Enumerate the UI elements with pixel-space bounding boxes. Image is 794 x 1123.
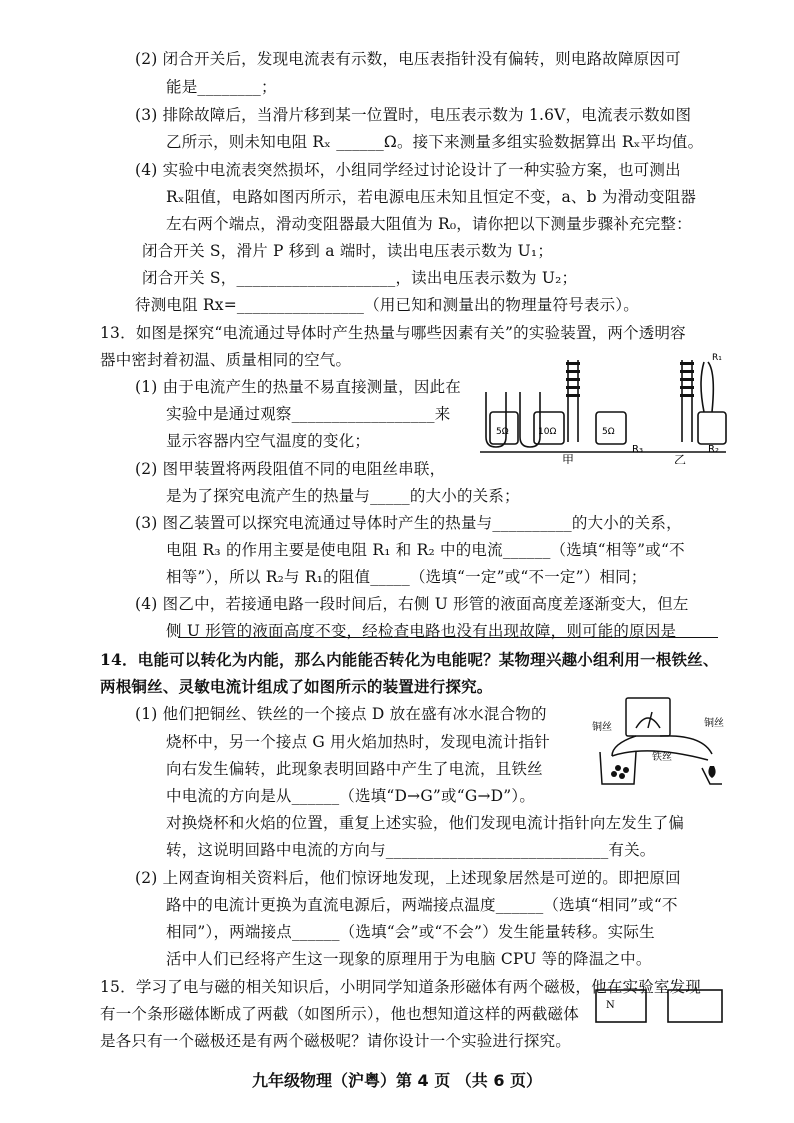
q12-part2-line2: 能是________；: [166, 78, 277, 96]
q15-stem-line3: 是各只有一个磁极还是有两个磁极呢？请你设计一个实验进行探究。: [100, 1032, 572, 1050]
q12-step1: 闭合开关 S，滑片 P 移到 a 端时，读出电压表示数为 U₁；: [142, 242, 554, 260]
fig-res-5b: 5Ω: [602, 427, 615, 437]
q12-part4-line3: 左右两个端点，滑动变阻器最大阻值为 R₀，请你把以下测量步骤补充完整：: [166, 215, 692, 233]
q13-part2-line2: 是为了探究电流产生的热量与_____的大小的关系；: [166, 487, 520, 505]
fig-copper-right: 铜丝: [704, 718, 724, 729]
q14-part1-line6: 转，这说明回路中电流的方向与____________________________有关。: [166, 841, 656, 859]
fig-magnet-n: N: [606, 1000, 615, 1011]
q15-stem-line2: 有一个条形磁体断成了两截（如图所示），他也想知道这样的两截磁体: [100, 1005, 579, 1023]
q13-part3-line3: 相等”），所以 R₂与 R₁的阻值_____（选填“一定”或“不一定”）相同；: [166, 568, 647, 586]
fig-label-yi: 乙: [674, 453, 687, 464]
q12-part2-line1: (2) 闭合开关后，发现电流表有示数，电压表指针没有偏转，则电路故障原因可: [135, 50, 681, 68]
q13-part3-line2: 电阻 R₃ 的作用主要是使电阻 R₁ 和 R₂ 中的电流______（选填“相等”或“不: [166, 541, 685, 559]
q15-broken-magnet-figure: [594, 986, 726, 1026]
q14-part2-line1: (2) 上网查询相关资料后，他们惊讶地发现，上述现象居然是可逆的。即把原回: [135, 869, 681, 887]
q13-part2-line1: (2) 图甲装置将两段阻值不同的电阻丝串联，: [135, 460, 446, 478]
q13-part1-line1: (1) 由于电流产生的热量不易直接测量，因此在: [135, 378, 461, 396]
fig-label-jia: 甲: [562, 453, 575, 464]
fig-label-r3: R₃: [632, 444, 643, 455]
q14-part1-line1: (1) 他们把铜丝、铁丝的一个接点 D 放在盛有冰水混合物的: [135, 705, 547, 723]
q12-step2: 闭合开关 S，____________________，读出电压表示数为 U₂；: [142, 269, 578, 287]
q14-part2-line3: 相同”），两端接点______（选填“会”或“不会”）发生能量转移。实际生: [166, 923, 655, 941]
fig-label-r2: R₂: [708, 444, 719, 455]
fig-res-10: 10Ω: [538, 427, 557, 437]
q14-stem-line1: 14．电能可以转化为内能，那么内能能否转化为电能呢？某物理兴趣小组利用一根铁丝、: [100, 650, 719, 669]
q14-part1-line2: 烧杯中，另一个接点 G 用火焰加热时，发现电流计指针: [166, 733, 550, 751]
q12-step3: 待测电阻 Rx=________________（用已知和测量出的物理量符号表示）。: [135, 296, 639, 314]
q14-part1-line5: 对换烧杯和火焰的位置，重复上述实验，他们发现电流计指针向左发生了偏: [166, 814, 685, 832]
q13-stem-line2: 器中密封着初温、质量相同的空气。: [100, 351, 352, 369]
q13-heating-apparatus-figure: [476, 352, 730, 464]
fig-label-r1: R₁: [712, 353, 722, 363]
q12-part3-line1: (3) 排除故障后，当滑片移到某一位置时，电压表示数为 1.6V，电流表示数如图: [135, 106, 692, 124]
fig-copper-left: 铜丝: [592, 722, 612, 733]
q12-part4-line1: (4) 实验中电流表突然损坏，小组同学经过讨论设计了一种实验方案，也可测出: [135, 161, 681, 179]
q13-answer-line: [178, 637, 718, 638]
q15-stem-line1: 15．学习了电与磁的相关知识后，小明同学知道条形磁体有两个磁极，他在实验室发现: [100, 978, 702, 996]
fig-iron: 铁丝: [652, 752, 672, 763]
q14-thermocouple-figure: [592, 694, 732, 790]
q13-part4-line1: (4) 图乙中，若接通电路一段时间后，右侧 U 形管的液面高度差逐渐变大，但左: [135, 595, 689, 613]
q13-part1-line2: 实验中是通过观察__________________来: [166, 405, 451, 423]
fig-res-5a: 5Ω: [496, 427, 509, 437]
page-footer: 九年级物理（沪粤）第 4 页 （共 6 页）: [251, 1071, 543, 1090]
q12-part3-line2: 乙所示，则未知电阻 Rₓ ______Ω。接下来测量多组实验数据算出 Rₓ平均值。: [166, 133, 704, 151]
q14-part1-line4: 中电流的方向是从______（选填“D→G”或“G→D”）。: [166, 787, 536, 805]
q13-stem-line1: 13．如图是探究“电流通过导体时产生热量与哪些因素有关”的实验装置，两个透明容: [100, 324, 686, 342]
q14-part1-line3: 向右发生偏转，此现象表明回路中产生了电流，且铁丝: [166, 760, 543, 778]
q14-part2-line4: 活中人们已经将产生这一现象的原理用于为电脑 CPU 等的降温之中。: [166, 950, 652, 968]
q12-part4-line2: Rₓ阻值，电路如图丙所示，若电源电压未知且恒定不变，a、b 为滑动变阻器: [166, 188, 697, 206]
q13-part3-line1: (3) 图乙装置可以探究电流通过导体时产生的热量与__________的大小的关系，: [135, 514, 682, 532]
q13-part4-line2: 侧 U 形管的液面高度不变，经检查电路也没有出现故障，则可能的原因是: [166, 622, 677, 640]
q13-part1-line3: 显示容器内空气温度的变化；: [166, 432, 371, 450]
q14-stem-line2: 两根铜丝、灵敏电流计组成了如图所示的装置进行探究。: [100, 677, 493, 696]
q14-part2-line2: 路中的电流计更换为直流电源后，两端接点温度______（选填“相同”或“不: [166, 896, 678, 914]
